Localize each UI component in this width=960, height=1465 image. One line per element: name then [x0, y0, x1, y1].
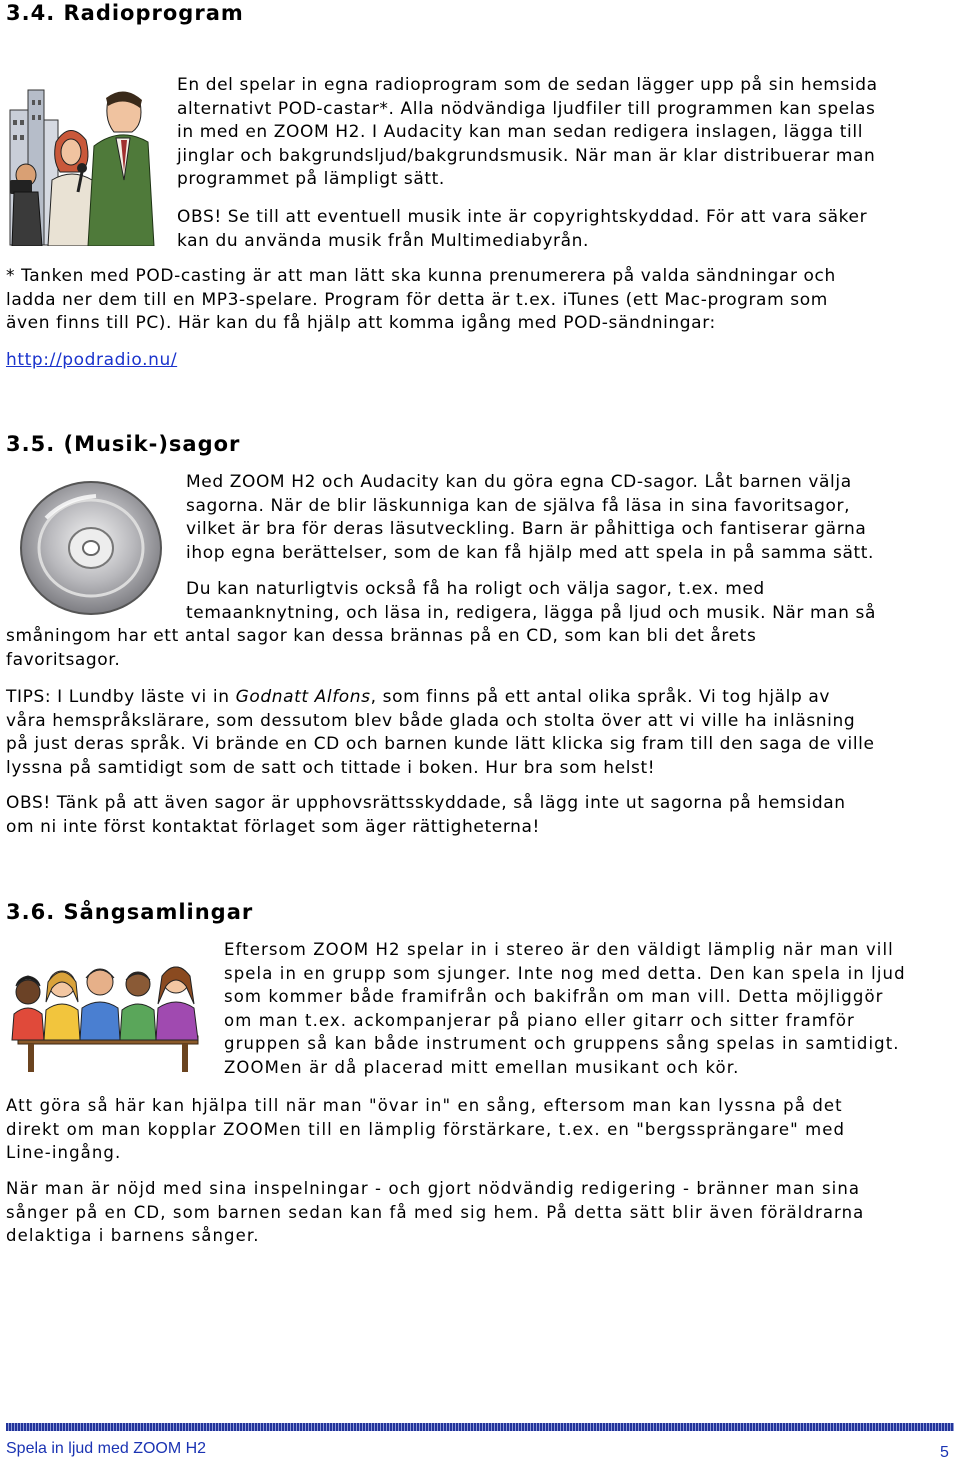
sang-paragraph-2 — [6, 1094, 956, 1165]
section-heading-sangsamlingar: 3.6. Sångsamlingar — [6, 900, 254, 924]
text-line: programmet på lämpligt sätt. — [177, 169, 445, 189]
text-line: OBS! Se till att eventuell musik inte är copyrightskyddad. För att vara säker — [177, 207, 868, 227]
section-heading-sagor: 3.5. (Musik-)sagor — [6, 432, 241, 456]
text-line: delaktiga i barnens sånger. — [6, 1226, 260, 1245]
text-line: ZOOMen är då placerad mitt emellan musikant och kör. — [224, 1057, 740, 1077]
text-line: OBS! Tänk på att även sagor är upphovsrättsskyddade, så lägg inte ut sagorna på hemsidan — [6, 793, 846, 813]
text-line: våra hemspråkslärare, som dessutom blev både glada och stolta över att vi ville ha inläsning — [6, 710, 856, 731]
text-line: gruppen så kan både instrument och gruppens sång spelas in samtidigt. — [224, 1034, 900, 1053]
text-line: När man är nöjd med sina inspelningar - och gjort nödvändig redigering - bränner man sina — [6, 1179, 861, 1198]
text-line: ladda ner dem till en MP3-spelare. Program för detta är t.ex. iTunes (ett Mac-program som — [6, 289, 828, 310]
text-line: småningom har ett antal sagor kan dessa brännas på en CD, som kan bli det årets — [6, 626, 757, 646]
text-line: om man t.ex. ackompanjerar på piano eller gitarr och sitter framför — [224, 1010, 855, 1030]
text-line: favoritsagor. — [6, 649, 121, 670]
text-line: Att göra så här kan hjälpa till när man "övar in" en sång, eftersom man kan lyssna på det — [6, 1096, 843, 1115]
sagor-paragraph-2b — [6, 625, 956, 672]
text-line: vilket är bra för deras läsutveckling. Barn är påhittiga och fantiserar gärna — [186, 519, 867, 539]
text-line: kan du använda musik från Multimediabyrån. — [177, 230, 590, 251]
text-line: spela in en grupp som sjunger. Inte nog med detta. Den kan spela in ljud — [224, 963, 906, 983]
sang-paragraph-3 — [6, 1177, 956, 1248]
radio-obs-note — [177, 206, 957, 253]
sagor-paragraph-1 — [186, 471, 956, 565]
book-title: Godnatt Alfons — [235, 687, 371, 707]
radio-paragraph — [177, 74, 957, 192]
sagor-obs-note — [6, 792, 956, 839]
text-line — [6, 686, 958, 710]
text-line: som kommer både framifrån och bakifrån om man vill. Detta möjliggör — [224, 987, 884, 1006]
footer-title: Spela in ljud med ZOOM H2 — [6, 1440, 207, 1457]
text-line: En del spelar in egna radioprogram som de sedan lägger upp på sin hemsida — [177, 75, 878, 95]
page-number: 5 — [940, 1444, 949, 1461]
radio-interview-illustration — [8, 80, 156, 246]
text-line: lyssna på samtidigt som de satt och tittade i boken. Hur bra som helst! — [6, 757, 656, 778]
sang-paragraph-1 — [224, 938, 958, 1079]
tips-prefix: TIPS: I Lundby läste vi in — [6, 687, 236, 707]
podcast-footnote — [6, 265, 956, 336]
tips-suffix: , som finns på ett antal olika språk. Vi tog hjälp av — [370, 687, 831, 707]
text-line: * Tanken med POD-casting är att man lätt ska kunna prenumerera på valda sändningar och — [6, 266, 836, 286]
cd-disc-illustration — [16, 478, 166, 618]
text-line: sagorna. När de blir läskunniga kan de själva få läsa in sina favoritsagor, — [186, 495, 851, 516]
text-line: om ni inte först kontaktat förlaget som äger rättigheterna! — [6, 816, 540, 837]
text-line: Eftersom ZOOM H2 spelar in i stereo är den väldigt lämplig när man vill — [224, 940, 894, 959]
tips-paragraph — [6, 686, 958, 780]
text-line: temaanknytning, och läsa in, redigera, lägga på ljud och musik. När man så — [186, 602, 877, 623]
text-line: Du kan naturligtvis också få ha roligt och välja sagor, t.ex. med — [186, 579, 765, 599]
text-line: sånger på en CD, som barnen sedan kan få med sig hem. På detta sätt blir även föräldrarna — [6, 1202, 865, 1222]
text-line: även finns till PC). Här kan du få hjälp att komma igång med POD-sändningar: — [6, 313, 716, 333]
section-heading-radioprogram: 3.4. Radioprogram — [6, 1, 244, 25]
podradio-link[interactable]: http://podradio.nu/ — [6, 350, 178, 370]
text-line: alternativt POD-castar*. Alla nödvändiga ljudfiler till programmen kan spelas — [177, 98, 876, 119]
footer-rule — [6, 1423, 954, 1431]
text-line: in med en ZOOM H2. I Audacity kan man sedan redigera inslagen, lägga till — [177, 122, 864, 142]
text-line: Line-ingång. — [6, 1143, 122, 1162]
text-line: direkt om man kopplar ZOOMen till en lämplig förstärkare, t.ex. en "bergssprängare" med — [6, 1119, 846, 1139]
singing-group-illustration — [8, 944, 208, 1072]
sagor-paragraph-2a — [186, 578, 956, 625]
text-line: ihop egna berättelser, som de kan få hjälp med att spela in på samma sätt. — [186, 542, 875, 563]
text-line: på just deras språk. Vi brände en CD och barnen kunde lätt klicka sig fram till den saga de ville — [6, 734, 875, 754]
text-line: jinglar och bakgrundsljud/bakgrundsmusik. När man är klar distribuerar man — [177, 145, 876, 166]
text-line: Med ZOOM H2 och Audacity kan du göra egna CD-sagor. Låt barnen välja — [186, 472, 852, 492]
